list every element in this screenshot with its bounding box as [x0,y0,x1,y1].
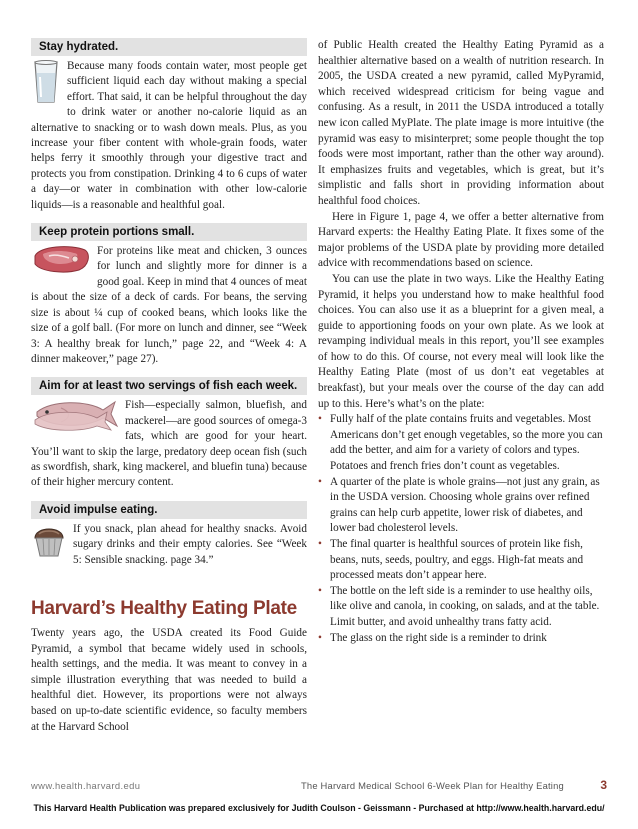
tip-heading-impulse: Avoid impulse eating. [31,501,307,519]
bullet-dot-icon: • [318,538,322,550]
section-intro: Twenty years ago, the USDA created its Food Guide Pyramid, a symbol that became widely used in schools, health settings, and the media. It was meant to convey in a simple illustration everything that was needed to build a healthful diet. However, its proportions were not always based on up-to-date scientific evidence, so faculty members at the Harvard School [31,626,307,733]
tip-heading-hydration: Stay hydrated. [31,38,307,56]
water-glass-icon [31,59,61,110]
bullet-dot-icon: • [318,413,322,426]
page-number: 3 [600,778,607,792]
list-item: • Fully half of the plate contains fruits and vegetables. Most Americans don’t get enough vegetables, so the more you can add the better, and aim for a variety of colors and types. Potatoes and french fries don’t count as vegetables. [318,413,603,473]
bullet-dot-icon: • [318,631,322,644]
footer-url[interactable]: www.health.harvard.edu [31,780,141,791]
tip-text-impulse: If you snack, plan ahead for healthy snacks. Avoid sugary drinks and their empty calories. See “Week 5: Sensible snacking. page 34.” [73,522,307,566]
list-item: • A quarter of the plate is whole grains—not just any grain, as in the USDA version. Choosing whole grains over refined grains can help curb appetite, lower risk of diabetes, and lower bad cholesterol levels. [318,475,600,535]
steak-icon [31,244,91,279]
cupcake-icon [31,522,67,563]
right-column [318,38,604,646]
page-footer [31,778,607,794]
list-item: • The bottle on the left side is a reminder to use healthy oils, like olive and canola, in cooking, on salads, and at the table. Limit butter, and avoid unhealthy trans fatty acid. [318,584,600,628]
fish-icon [31,398,119,437]
paragraph-figure-intro: Here in Figure 1, page 4, we offer a better alternative from Harvard experts: the Healthy Eating Plate. It fixes some of the major problems of the USDA plate by providing more detailed advice with recommendations based on science. [318,210,604,270]
list-item: • The final quarter is healthful sources of protein like fish, beans, nuts, seeds, poultry, and eggs. High-fat meats and processed meats don’t appear here. [318,538,584,582]
tip-text-fish: Fish—especially salmon, bluefish, and mackerel—are good sources of omega-3 fats, which are good for your heart. You’ll want to skip the large, predatory deep ocean fish (such as swordfish, shark, king mackerel, and bluefin tuna) because of their higher mercury content. [31,399,307,489]
plate-bullet-list [318,412,604,646]
tip-body-protein [31,244,307,367]
tip-body-fish [31,398,307,490]
section-title: Harvard’s Healthy Eating Plate [31,597,297,619]
bullet-dot-icon: • [318,475,322,488]
tip-text-hydration: Because many foods contain water, most people get sufficient liquid each day without making a special effort. That said, it can be helpful throughout the day to drink water or another no-calorie liquid as an alternative to snacking or to wash down meals. Plus, as you increase your fiber content with whole-grain foods, water helps ferry it smoothly through your digestive tract and protects you from constipation. Drinking 4 to 6 cups of water a day—or water in combination with other low-calorie liquids—is a reasonable and healthful goal. [31,60,307,211]
list-item: • The glass on the right side is a reminder to drink [318,631,604,647]
bullet-dot-icon: • [318,584,322,597]
tip-text-protein: For proteins like meat and chicken, 3 ounces for lunch and slightly more for dinner is a good goal. Keep in mind that 4 ounces of meat is about the size of a deck of cards. For beans, the serving size is about ¼ cup of cooked beans, which looks like the size of a golf ball. (For more on lunch and dinner, see “Week 3: A healthy break for lunch,” page 22, and “Week 4: A dinner makeover,” page 27). [31,245,307,365]
paragraph-plate-usage: You can use the plate in two ways. Like the Healthy Eating Pyramid, it helps you understand how to make healthful food choices. You can also use it as a blueprint for a given meal, a guide to apportioning foods on your own plate. As we look at revamping individual meals in this report, you’ll see examples of how to do this. Of course, not every meal will look like the Healthy Eating Plate (most of us don’t eat vegetables at breakfast), but your meals over the course of the day can add up to this. Here’s what’s on the plate: [318,272,604,410]
tip-heading-protein: Keep protein portions small. [31,223,307,241]
tip-body-hydration [31,59,307,213]
paragraph-pyramid-history: of Public Health created the Healthy Eating Pyramid as a healthier alternative based on a wealth of nutrition research. In 2005, the USDA created a new pyramid, called MyPyramid, which received widespread criticism for being vague and confusing. As a result, in 2011 the USDA introduced a totally new icon called MyPlate. The plate image is more intuitive (the pyramid was easy to misinterpret; some people thought the top foods were most important, rather than the other way around). It emphasizes fruits and vegetables, which is great, but it’s simplistic and falls short in providing information about healthful food choices. [318,39,604,207]
footer-publication-title: The Harvard Medical School 6-Week Plan for Healthy Eating [301,780,564,791]
tip-heading-fish: Aim for at least two servings of fish each week. [31,377,307,395]
left-column [31,38,307,735]
tip-body-impulse [31,522,307,568]
purchase-notice: This Harvard Health Publication was prepared exclusively for Judith Coulson - Geissmann - Purchased at http://www.health.harvard.edu/ [33,803,605,813]
